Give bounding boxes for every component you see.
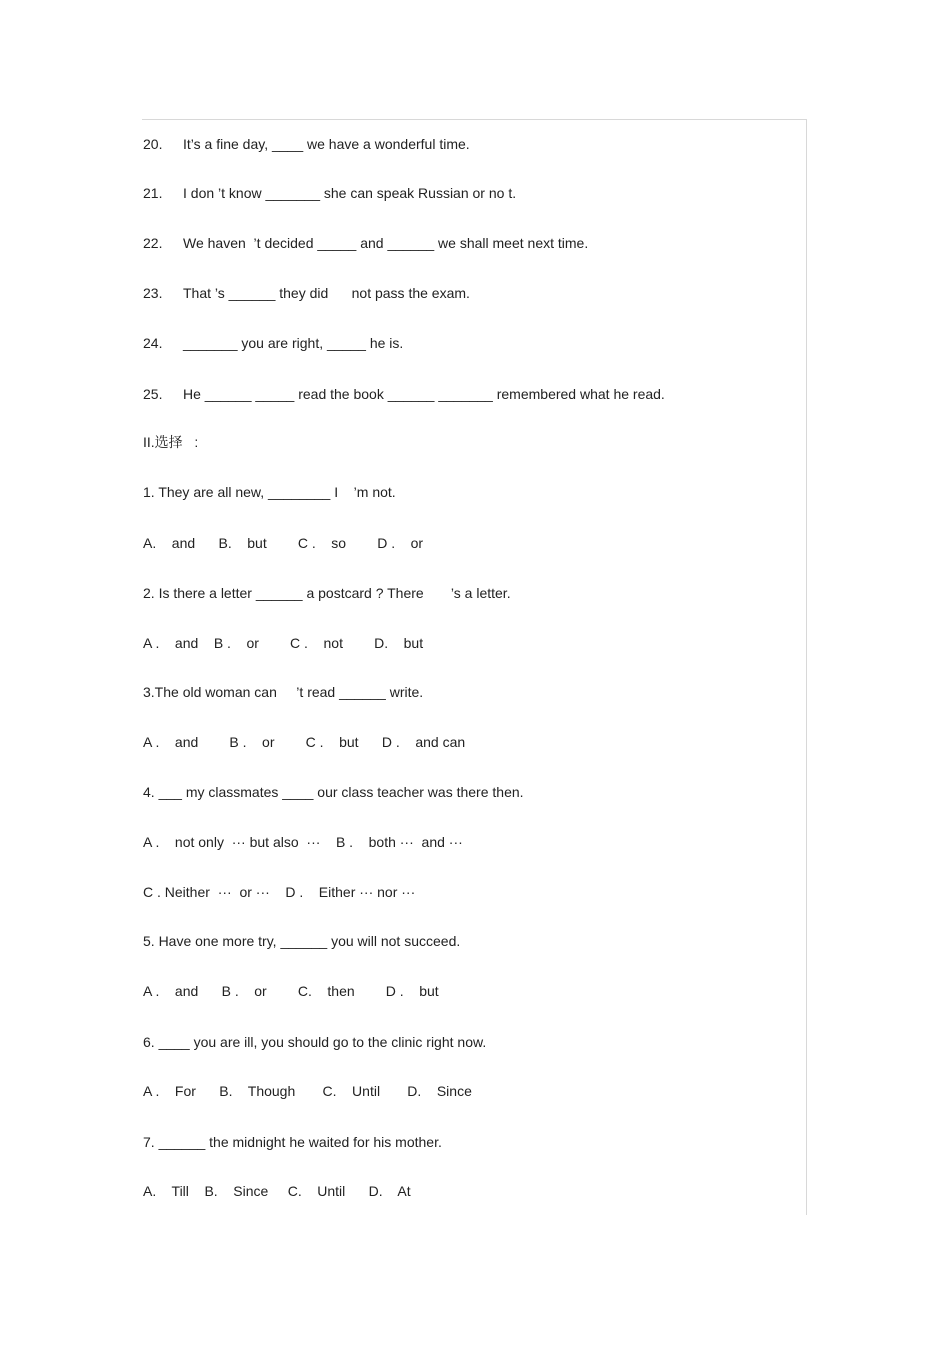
mc-options-4b: C . Neither ··· or ··· D . Either ··· nor ··· <box>143 884 416 900</box>
mc-question-2: 2. Is there a letter ______ a postcard ? There ’s a letter. <box>143 585 511 601</box>
question-24: 24. _______ you are right, _____ he is. <box>143 335 404 351</box>
mc-question-6: 6. ____ you are ill, you should go to the clinic right now. <box>143 1034 487 1050</box>
mc-question-7: 7. ______ the midnight he waited for his mother. <box>143 1134 442 1150</box>
mc-question-4: 4. ___ my classmates ____ our class teacher was there then. <box>143 784 524 800</box>
question-25: 25. He ______ _____ read the book ______ _______ remembered what he read. <box>143 386 665 402</box>
question-20: 20. It’s a fine day, ____ we have a wonderful time. <box>143 136 470 152</box>
mc-options-1: A. and B. but C . so D . or <box>143 535 424 551</box>
mc-options-5: A . and B . or C. then D . but <box>143 983 439 999</box>
mc-question-1: 1. They are all new, ________ I ’m not. <box>143 484 396 500</box>
mc-question-3: 3.The old woman can ’t read ______ write. <box>143 684 424 700</box>
question-23: 23. That ’s ______ they did not pass the exam. <box>143 285 470 301</box>
mc-question-5: 5. Have one more try, ______ you will not succeed. <box>143 933 461 949</box>
question-21: 21. I don ’t know _______ she can speak Russian or no t. <box>143 185 517 201</box>
section-title: II.选择 : <box>143 434 199 450</box>
question-22: 22. We haven ’t decided _____ and ______ we shall meet next time. <box>143 235 589 251</box>
mc-options-3: A . and B . or C . but D . and can <box>143 734 466 750</box>
mc-options-4a: A . not only ··· but also ··· B . both ··· and ··· <box>143 834 463 850</box>
mc-options-7: A. Till B. Since C. Until D. At <box>143 1183 411 1199</box>
mc-options-2: A . and B . or C . not D. but <box>143 635 424 651</box>
mc-options-6: A . For B. Though C. Until D. Since <box>143 1083 472 1099</box>
